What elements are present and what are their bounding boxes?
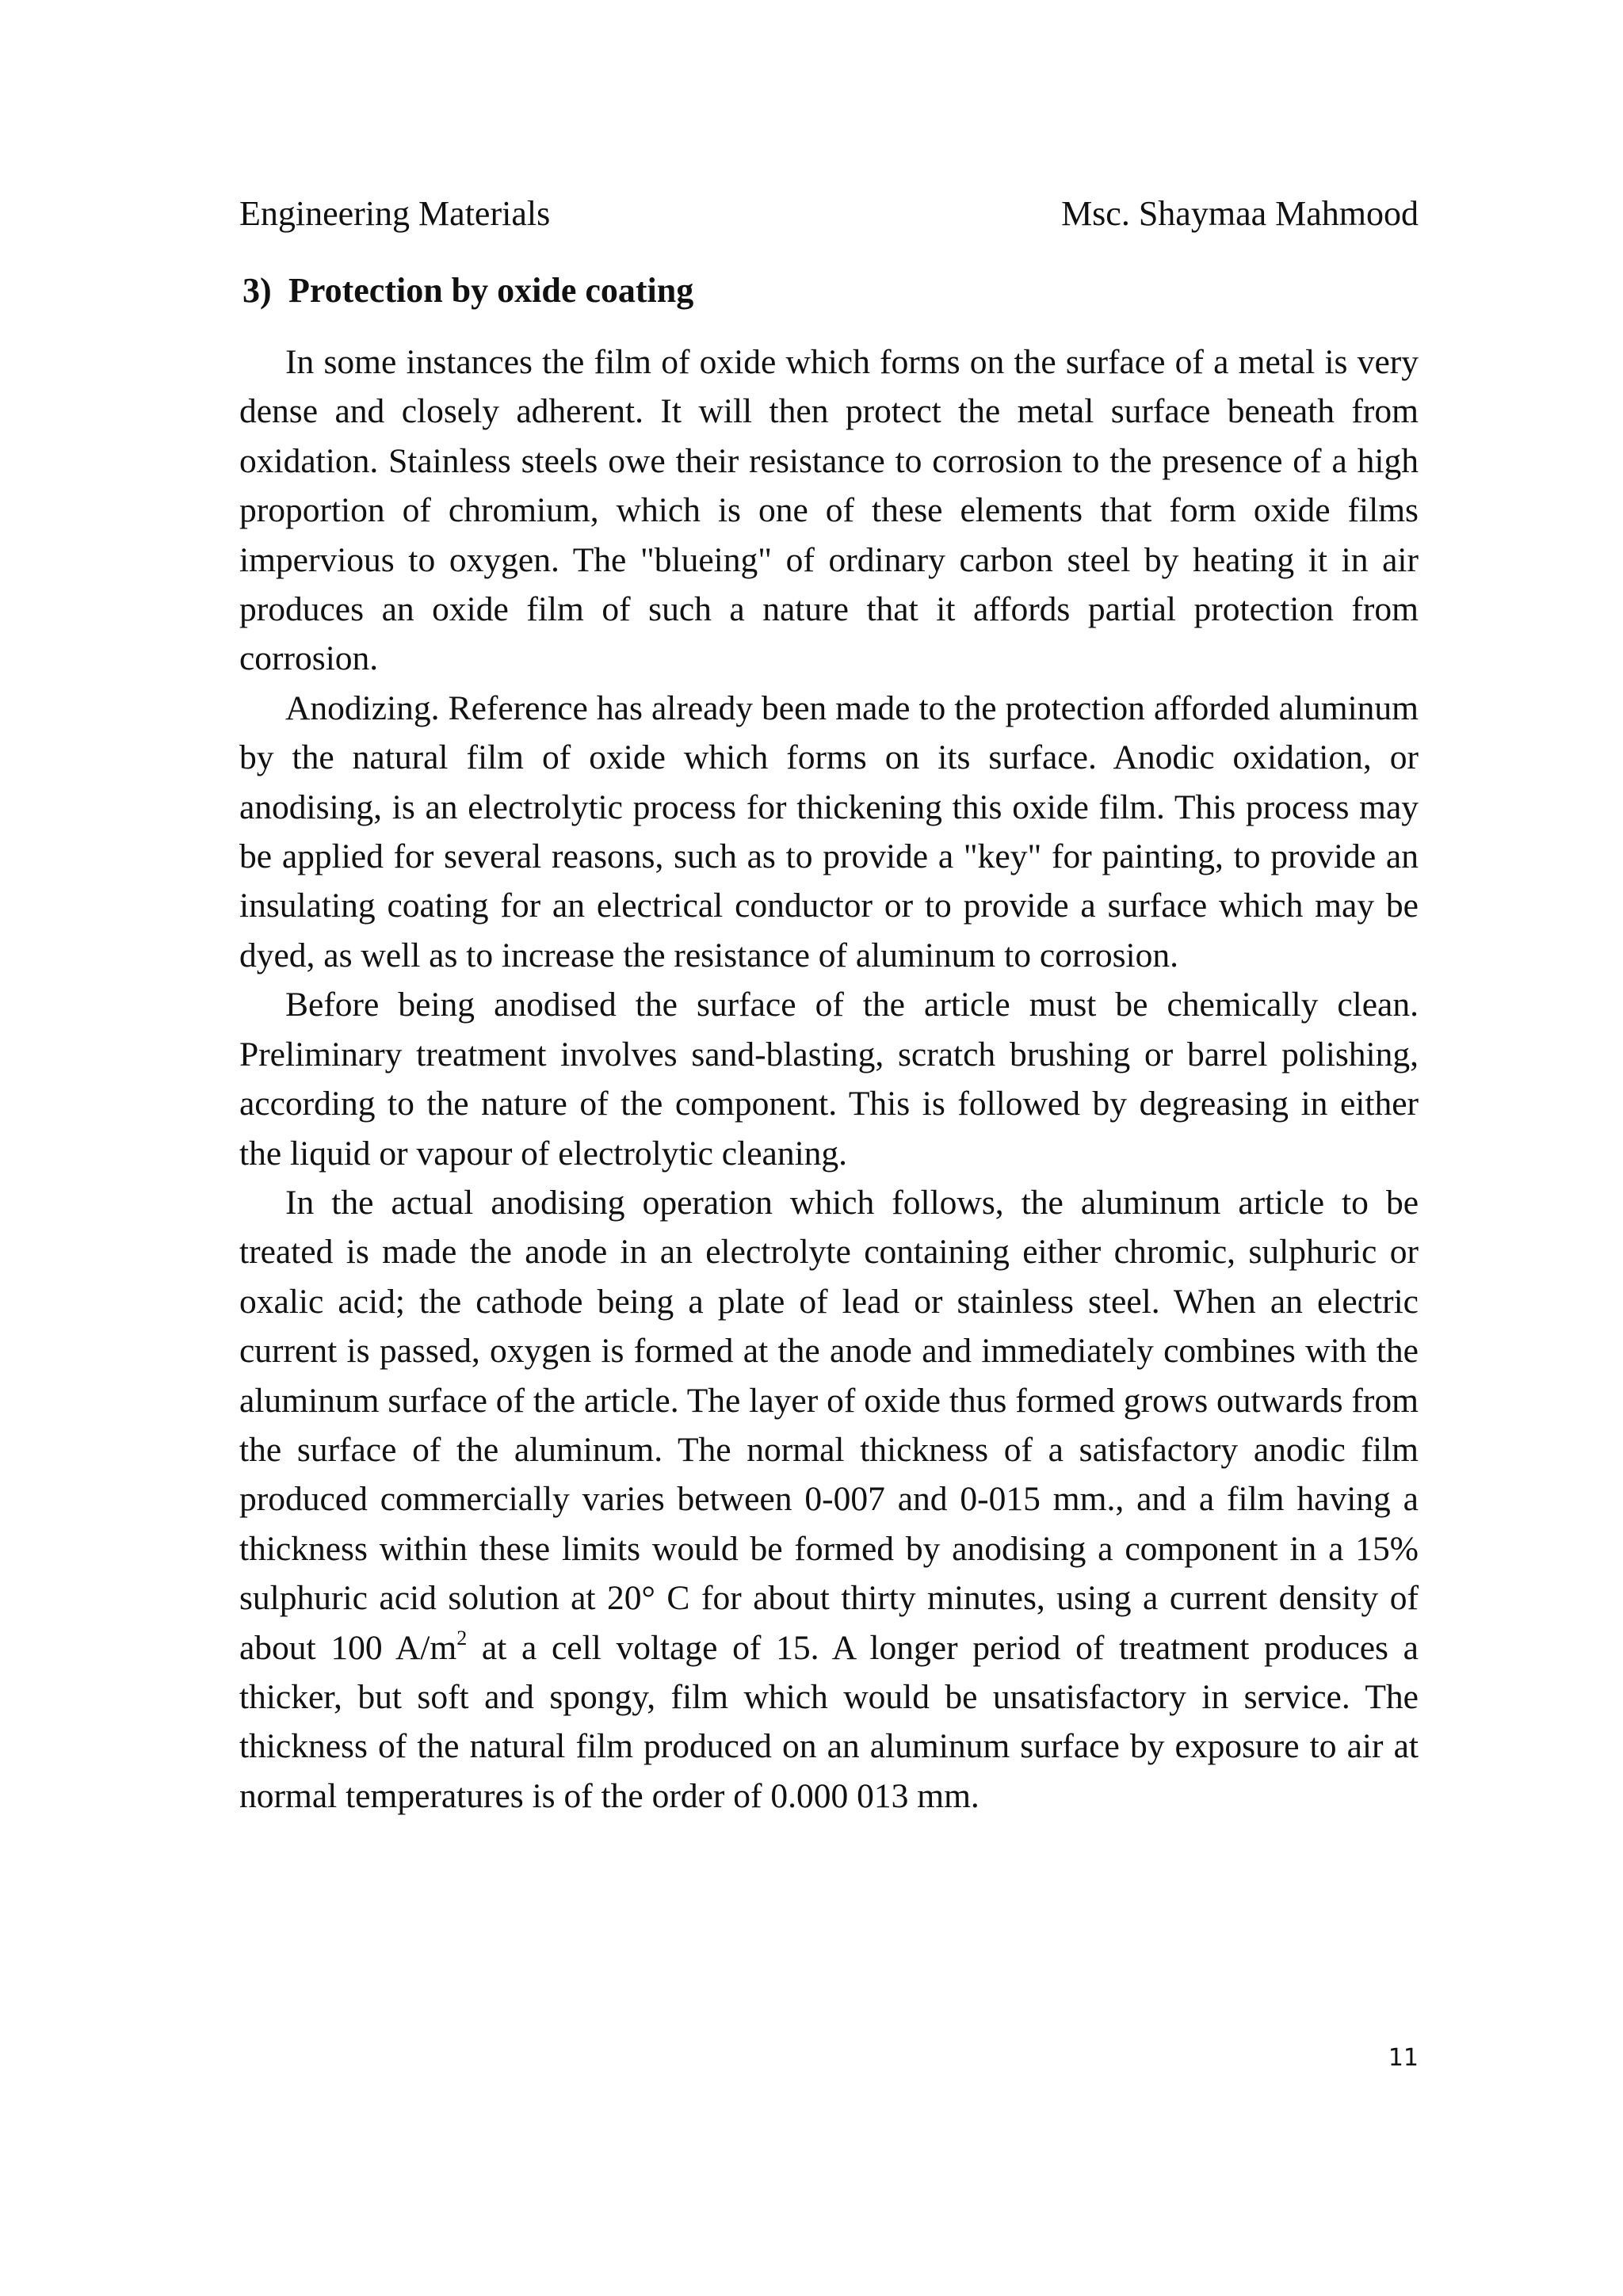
page-number: 11 — [1388, 2044, 1419, 2072]
paragraph-oxide-film: In some instances the film of oxide which forms on the surface of a metal is very dense and closely adherent. It will then protect the metal surface beneath from oxidation. Stainless steels owe their resistance to corrosion to the presence of a high proportion of chromium, which is one of these elements that form oxide films impervious to oxygen. The "blueing" of ordinary carbon steel by heating it in air produces an oxide film of such a nature that it affords partial protection from corrosion. — [239, 343, 1419, 678]
page-header — [239, 190, 1419, 238]
paragraph-pretreatment: Before being anodised the surface of the article must be chemically clean. Preliminary treatment involves sand-blasting, scratch brushing or barrel polishing, according to the nature of the component. This is followed by degreasing in either the liquid or vapour of electrolytic cleaning. — [239, 986, 1419, 1173]
section-title: Protection by oxide coating — [288, 271, 694, 310]
paragraph-anodizing: Anodizing. Reference has already been made to the protection afforded aluminum by the natural film of oxide which forms on its surface. Anodic oxidation, or anodising, is an electrolytic process for thickening this oxide film. This process may be applied for several reasons, such as to provide a "key" for painting, to provide an insulating coating for an electrical conductor or to provide a surface which may be dyed, as well as to increase the resistance of aluminum to corrosion. — [239, 688, 1419, 974]
header-author: Msc. Shaymaa Mahmood — [1061, 194, 1419, 233]
body-text — [239, 338, 1419, 1821]
paragraph-text-part-1: In the actual anodising operation which follows, the aluminum article to be treated is made the anode in an electrolyte containing either chromic, sulphuric or oxalic acid; the cathode being a plate of lead or stainless steel. When an electric current is passed, oxygen is formed at the anode and immediately combines with the aluminum surface of the article. The layer of oxide thus formed grows outwards from the surface of the aluminum. The normal thickness of a satisfactory anodic film produced commercially varies between 0-007 and 0-015 mm., and a film having a thickness within these limits would be formed by anodising a component in a 15% sulphuric acid solution at 20° C for about thirty minutes, using a current density of about 100 A/m — [239, 1183, 1419, 1667]
section-heading — [242, 267, 693, 315]
header-course-title: Engineering Materials — [239, 194, 551, 233]
unit-superscript: 2 — [456, 1626, 468, 1650]
paragraph-text-part-2: at a cell voltage of 15. A longer period of treatment produces a thicker, but soft and spongy, film which would be unsatisfactory in service. The thickness of the natural film produced on an aluminum surface by exposure to air at normal temperatures is of the order of 0.000 013 mm. — [239, 1628, 1419, 1815]
paragraph-anodising-operation — [239, 1178, 1419, 1821]
section-number: 3) — [242, 271, 272, 310]
